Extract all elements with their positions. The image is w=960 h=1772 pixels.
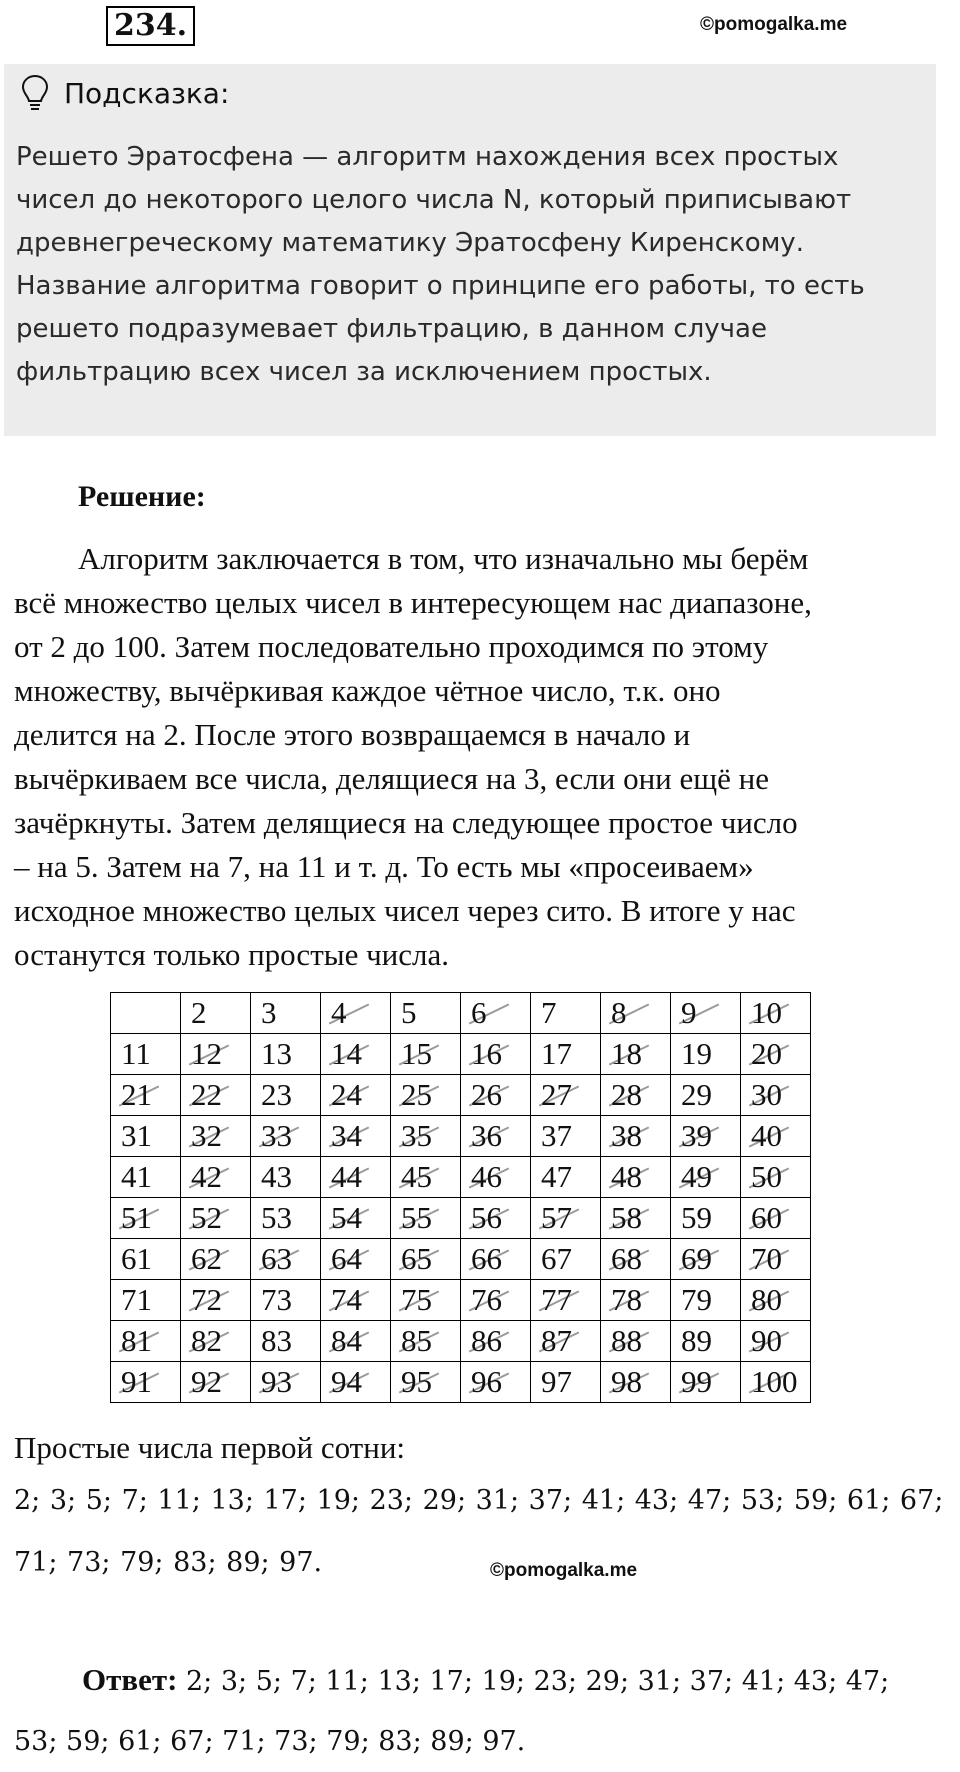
- solution-line: зачёркнуты. Затем делящиеся на следующее простое число: [14, 805, 798, 840]
- sieve-cell: [671, 993, 741, 1034]
- sieve-number: 38: [611, 1118, 642, 1153]
- sieve-number: 26: [471, 1077, 502, 1112]
- solution-line: останутся только простые числа.: [14, 937, 449, 972]
- sieve-cell: [251, 1198, 321, 1239]
- sieve-number: 53: [261, 1200, 292, 1235]
- sieve-number: 18: [611, 1036, 642, 1071]
- sieve-number: 85: [401, 1323, 432, 1358]
- sieve-cell: [111, 1075, 181, 1116]
- answer-line: [14, 1650, 944, 1712]
- sieve-cell: [321, 1321, 391, 1362]
- sieve-cell: [601, 1198, 671, 1239]
- sieve-number: 64: [331, 1241, 362, 1276]
- solution-line: Алгоритм заключается в том, что изначально мы берём: [78, 541, 809, 576]
- sieve-row: [111, 1034, 811, 1075]
- sieve-number: 75: [401, 1282, 432, 1317]
- sieve-cell: [531, 1034, 601, 1075]
- sieve-row: [111, 1116, 811, 1157]
- sieve-number: 22: [191, 1077, 222, 1112]
- sieve-number: 3: [261, 995, 277, 1030]
- sieve-cell: [601, 1239, 671, 1280]
- sieve-number: 92: [191, 1364, 222, 1399]
- sieve-cell: [741, 1157, 811, 1198]
- sieve-cell: [111, 1034, 181, 1075]
- sieve-cell: [111, 1321, 181, 1362]
- sieve-cell: [741, 1198, 811, 1239]
- sieve-cell: [181, 1157, 251, 1198]
- sieve-number: 70: [751, 1241, 782, 1276]
- sieve-cell: [391, 1321, 461, 1362]
- sieve-cell: [671, 1321, 741, 1362]
- sieve-number: 65: [401, 1241, 432, 1276]
- sieve-cell: [321, 1362, 391, 1403]
- sieve-cell: [321, 993, 391, 1034]
- sieve-number: 15: [401, 1036, 432, 1071]
- sieve-cell: [111, 1239, 181, 1280]
- sieve-number: 7: [541, 995, 557, 1030]
- watermark-top: ©pomogalka.me: [700, 14, 848, 35]
- sieve-number: 31: [121, 1118, 152, 1153]
- sieve-cell: [251, 1116, 321, 1157]
- sieve-number: 77: [541, 1282, 572, 1317]
- sieve-number: 29: [681, 1077, 712, 1112]
- solution-line: делится на 2. После этого возвращаемся в начало и: [14, 717, 691, 752]
- sieve-cell: [251, 1362, 321, 1403]
- sieve-number: 40: [751, 1118, 782, 1153]
- sieve-cell: [251, 1280, 321, 1321]
- sieve-cell: [181, 1321, 251, 1362]
- sieve-number: 4: [331, 995, 347, 1030]
- primes-label: Простые числа первой сотни:: [14, 1430, 406, 1465]
- sieve-cell: [391, 1116, 461, 1157]
- sieve-number: 73: [261, 1282, 292, 1317]
- sieve-row: [111, 993, 811, 1034]
- sieve-number: 89: [681, 1323, 712, 1358]
- answer: [14, 1650, 944, 1772]
- sieve-number: 41: [121, 1159, 152, 1194]
- answer-values: 2; 3; 5; 7; 11; 13; 17; 19; 23; 29; 31; 37; 41; 43; 47;: [186, 1666, 890, 1697]
- sieve-number: 84: [331, 1323, 362, 1358]
- hint-line: древнегреческому математику Эратосфену Киренскому.: [16, 228, 804, 258]
- sieve-number: 34: [331, 1118, 362, 1153]
- sieve-cell: [251, 1321, 321, 1362]
- sieve-number: 50: [751, 1159, 782, 1194]
- sieve-cell: [391, 1280, 461, 1321]
- sieve-cell: [181, 1075, 251, 1116]
- sieve-cell: [181, 1239, 251, 1280]
- sieve-cell: [531, 993, 601, 1034]
- sieve-cell: [741, 1116, 811, 1157]
- sieve-number: 5: [401, 995, 417, 1030]
- sieve-number: 94: [331, 1364, 362, 1399]
- sieve-cell: [321, 1198, 391, 1239]
- sieve-cell: [741, 1075, 811, 1116]
- answer-line: 53; 59; 61; 67; 71; 73; 79; 83; 89; 97.: [14, 1726, 526, 1757]
- sieve-number: 8: [611, 995, 627, 1030]
- sieve-cell: [181, 1362, 251, 1403]
- sieve-number: 60: [751, 1200, 782, 1235]
- hint-line: Название алгоритма говорит о принципе его работы, то есть: [16, 271, 865, 301]
- sieve-cell: [741, 1239, 811, 1280]
- sieve-number: 80: [751, 1282, 782, 1317]
- solution-line: множеству, вычёркивая каждое чётное число, т.к. оно: [14, 673, 721, 708]
- sieve-number: 33: [261, 1118, 292, 1153]
- sieve-cell: [251, 1034, 321, 1075]
- hint-box: [4, 64, 936, 436]
- hint-line: Решето Эратосфена — алгоритм нахождения всех простых: [16, 142, 839, 172]
- solution-line: вычёркиваем все числа, делящиеся на 3, если они ещё не: [14, 761, 769, 796]
- sieve-number: 23: [261, 1077, 292, 1112]
- sieve-cell: [391, 1034, 461, 1075]
- sieve-number: 17: [541, 1036, 572, 1071]
- task-number: 234.: [106, 6, 195, 46]
- sieve-cell: [251, 993, 321, 1034]
- sieve-cell: [601, 1280, 671, 1321]
- sieve-number: 79: [681, 1282, 712, 1317]
- sieve-cell: [321, 1034, 391, 1075]
- sieve-cell: [531, 1321, 601, 1362]
- sieve-cell: [531, 1075, 601, 1116]
- sieve-cell: [741, 1362, 811, 1403]
- sieve-cell: [741, 1280, 811, 1321]
- watermark-middle: ©pomogalka.me: [490, 1560, 638, 1581]
- sieve-number: 68: [611, 1241, 642, 1276]
- sieve-row: [111, 1075, 811, 1116]
- sieve-cell: [461, 1198, 531, 1239]
- sieve-cell: [111, 993, 181, 1034]
- sieve-cell: [251, 1075, 321, 1116]
- sieve-cell: [601, 1362, 671, 1403]
- sieve-number: 82: [191, 1323, 222, 1358]
- sieve-cell: [461, 1321, 531, 1362]
- sieve-cell: [251, 1157, 321, 1198]
- hint-text: [16, 136, 921, 394]
- solution-text: [14, 537, 934, 977]
- sieve-cell: [181, 1198, 251, 1239]
- sieve-cell: [741, 1321, 811, 1362]
- sieve-number: 2: [191, 995, 207, 1030]
- sieve-number: 61: [121, 1241, 152, 1276]
- solution-line: от 2 до 100. Затем последовательно проходимся по этому: [14, 629, 769, 664]
- hint-line: решето подразумевает фильтрацию, в данном случае: [16, 314, 767, 344]
- sieve-cell: [531, 1198, 601, 1239]
- sieve-cell: [741, 1034, 811, 1075]
- sieve-number: 57: [541, 1200, 572, 1235]
- sieve-number: 21: [121, 1077, 152, 1112]
- sieve-number: 67: [541, 1241, 572, 1276]
- sieve-number: 11: [121, 1036, 151, 1071]
- sieve-cell: [391, 1198, 461, 1239]
- sieve-number: 47: [541, 1159, 572, 1194]
- sieve-number: 39: [681, 1118, 712, 1153]
- sieve-number: 19: [681, 1036, 712, 1071]
- sieve-row: [111, 1157, 811, 1198]
- sieve-cell: [601, 1034, 671, 1075]
- sieve-number: 100: [751, 1364, 798, 1399]
- sieve-number: 76: [471, 1282, 502, 1317]
- sieve-number: 91: [121, 1364, 152, 1399]
- sieve-number: 49: [681, 1159, 712, 1194]
- sieve-cell: [601, 1116, 671, 1157]
- sieve-cell: [461, 993, 531, 1034]
- sieve-number: 48: [611, 1159, 642, 1194]
- sieve-cell: [461, 1034, 531, 1075]
- sieve-cell: [741, 993, 811, 1034]
- sieve-cell: [321, 1239, 391, 1280]
- sieve-number: 88: [611, 1323, 642, 1358]
- sieve-cell: [321, 1116, 391, 1157]
- sieve-cell: [601, 1321, 671, 1362]
- answer-label: Ответ:: [82, 1662, 178, 1697]
- sieve-cell: [531, 1157, 601, 1198]
- sieve-number: 51: [121, 1200, 152, 1235]
- sieve-number: 59: [681, 1200, 712, 1235]
- sieve-number: 43: [261, 1159, 292, 1194]
- sieve-cell: [671, 1198, 741, 1239]
- sieve-cell: [461, 1116, 531, 1157]
- sieve-cell: [531, 1280, 601, 1321]
- sieve-number: 98: [611, 1364, 642, 1399]
- sieve-cell: [391, 1362, 461, 1403]
- hint-title: Подсказка:: [64, 76, 230, 110]
- sieve-number: 78: [611, 1282, 642, 1317]
- sieve-cell: [181, 1116, 251, 1157]
- sieve-number: 93: [261, 1364, 292, 1399]
- sieve-cell: [531, 1362, 601, 1403]
- sieve-number: 16: [471, 1036, 502, 1071]
- sieve-number: 44: [331, 1159, 362, 1194]
- sieve-number: 63: [261, 1241, 292, 1276]
- primes-line: 71; 73; 79; 83; 89; 97.: [14, 1547, 323, 1578]
- sieve-number: 13: [261, 1036, 292, 1071]
- sieve-number: 28: [611, 1077, 642, 1112]
- sieve-number: 99: [681, 1364, 712, 1399]
- sieve-number: 86: [471, 1323, 502, 1358]
- solution-line: исходное множество целых чисел через сито. В итоге у нас: [14, 893, 796, 928]
- sieve-number: 62: [191, 1241, 222, 1276]
- sieve-row: [111, 1239, 811, 1280]
- sieve-cell: [391, 993, 461, 1034]
- sieve-number: 54: [331, 1200, 362, 1235]
- sieve-number: 37: [541, 1118, 572, 1153]
- lightbulb-icon: [20, 74, 50, 112]
- solution-line: – на 5. Затем на 7, на 11 и т. д. То есть мы «просеиваем»: [14, 849, 754, 884]
- sieve-cell: [461, 1362, 531, 1403]
- sieve-number: 97: [541, 1364, 572, 1399]
- sieve-number: 20: [751, 1036, 782, 1071]
- sieve-cell: [671, 1362, 741, 1403]
- sieve-table: [110, 992, 811, 1403]
- sieve-number: 95: [401, 1364, 432, 1399]
- sieve-cell: [111, 1157, 181, 1198]
- sieve-cell: [251, 1239, 321, 1280]
- sieve-cell: [111, 1280, 181, 1321]
- sieve-number: 72: [191, 1282, 222, 1317]
- sieve-cell: [111, 1362, 181, 1403]
- sieve-number: 46: [471, 1159, 502, 1194]
- sieve-cell: [111, 1116, 181, 1157]
- hint-header: [20, 74, 229, 112]
- sieve-number: 25: [401, 1077, 432, 1112]
- hint-line: чисел до некоторого целого числа N, который приписывают: [16, 185, 852, 215]
- sieve-cell: [181, 993, 251, 1034]
- sieve-row: [111, 1198, 811, 1239]
- sieve-number: 32: [191, 1118, 222, 1153]
- sieve-number: 66: [471, 1241, 502, 1276]
- sieve-number: 14: [331, 1036, 362, 1071]
- solution-line: всё множество целых чисел в интересующем нас диапазоне,: [14, 585, 812, 620]
- sieve-row: [111, 1280, 811, 1321]
- sieve-row: [111, 1362, 811, 1403]
- primes-list: [14, 1470, 959, 1594]
- sieve-cell: [461, 1280, 531, 1321]
- sieve-cell: [601, 993, 671, 1034]
- sieve-row: [111, 1321, 811, 1362]
- sieve-number: 6: [471, 995, 487, 1030]
- sieve-cell: [391, 1075, 461, 1116]
- sieve-cell: [671, 1157, 741, 1198]
- sieve-number: 42: [191, 1159, 222, 1194]
- sieve-number: 27: [541, 1077, 572, 1112]
- sieve-number: 45: [401, 1159, 432, 1194]
- sieve-number: 96: [471, 1364, 502, 1399]
- sieve-cell: [531, 1116, 601, 1157]
- sieve-number: 83: [261, 1323, 292, 1358]
- sieve-cell: [181, 1280, 251, 1321]
- sieve-cell: [671, 1239, 741, 1280]
- sieve-cell: [321, 1157, 391, 1198]
- sieve-number: 71: [121, 1282, 152, 1317]
- sieve-cell: [391, 1157, 461, 1198]
- sieve-number: 69: [681, 1241, 712, 1276]
- sieve-number: 58: [611, 1200, 642, 1235]
- sieve-cell: [321, 1075, 391, 1116]
- hint-line: фильтрацию всех чисел за исключением простых.: [16, 357, 712, 387]
- sieve-number: 30: [751, 1077, 782, 1112]
- solution-title: Решение:: [78, 480, 206, 513]
- sieve-cell: [391, 1239, 461, 1280]
- sieve-cell: [601, 1157, 671, 1198]
- sieve-cell: [531, 1239, 601, 1280]
- sieve-number: 12: [191, 1036, 222, 1071]
- sieve-number: 52: [191, 1200, 222, 1235]
- sieve-cell: [461, 1075, 531, 1116]
- sieve-cell: [671, 1116, 741, 1157]
- sieve-cell: [461, 1157, 531, 1198]
- sieve-cell: [671, 1034, 741, 1075]
- sieve-number: 81: [121, 1323, 152, 1358]
- sieve-cell: [461, 1239, 531, 1280]
- sieve-number: 36: [471, 1118, 502, 1153]
- sieve-number: 24: [331, 1077, 362, 1112]
- sieve-cell: [601, 1075, 671, 1116]
- sieve-number: 35: [401, 1118, 432, 1153]
- sieve-number: 87: [541, 1323, 572, 1358]
- sieve-number: 10: [751, 995, 782, 1030]
- sieve-number: 90: [751, 1323, 782, 1358]
- sieve-cell: [671, 1280, 741, 1321]
- sieve-cell: [181, 1034, 251, 1075]
- sieve-number: 9: [681, 995, 697, 1030]
- primes-line: 2; 3; 5; 7; 11; 13; 17; 19; 23; 29; 31; 37; 41; 43; 47; 53; 59; 61; 67;: [14, 1485, 944, 1516]
- sieve-number: 74: [331, 1282, 362, 1317]
- sieve-number: 56: [471, 1200, 502, 1235]
- sieve-number: 55: [401, 1200, 432, 1235]
- sieve-cell: [671, 1075, 741, 1116]
- sieve-cell: [111, 1198, 181, 1239]
- sieve-cell: [321, 1280, 391, 1321]
